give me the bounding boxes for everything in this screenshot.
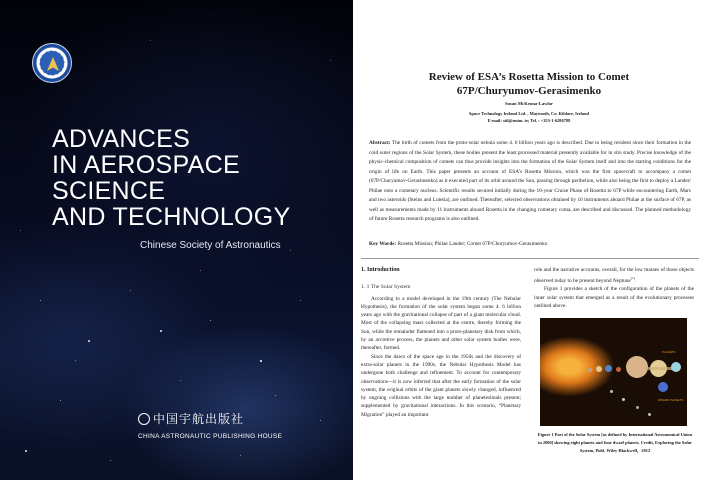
publisher-name: CHINA ASTRONAUTIC PUBLISHING HOUSE — [138, 433, 283, 440]
body-column-left — [361, 266, 521, 419]
paper-page — [353, 0, 705, 480]
body-paragraph-text: role and the narrative accounts, overall, for the low masses of those objects observed today to be present beyond Neptune — [534, 267, 694, 285]
abstract-text: The birth of comets from the proto-solar nebula some 4. 6 billion years ago is described. Due to being resident since their formation in the cold outer regions of the Solar System, these bodies present the least processed material presently available for in situ study. Precise knowledge of the physic-chemical composition of comets can thus provide insights into the formation of the Solar System itself and into the starting conditions for the origin of life on Earth. This paper presents an account of ESA’s Rosetta Mission, which was the first spacecraft to accompany a comet (67P/Churyumov-Gerasimenko) as it executed part of its orbit around the Sun, passing through perihelion, while also being the first to deploy a Lander/ Philae onto a cometary nucleus. Scientific results secured initially during the 10-year Cruise Phase of Rosetta to 67P while encountering Earth, Mars and two asteroids (Steins and Lutetia), are outlined. Thereafter, selected observations obtained by 10 instruments aboard Philae at the surface of 67P, as well as measurements made by 11 instruments aboard Rosetta in the changing cometary coma, are described and discussed. The planned methodology of future Rosetta research programs is also outlined. — [369, 140, 691, 222]
publisher-logo — [138, 410, 258, 424]
paper-affiliation: Space Technology Ireland Ltd. , Maynooth, Co. Kildare, Ireland — [469, 111, 589, 116]
solar-system-figure — [540, 318, 687, 426]
paper-title-line: 67P/Churyumov-Gerasimenko — [456, 85, 602, 97]
figure-caption: Figure 1 Part of the Solar System [as defined by International Astronomical Union in 2006] showing eight planets and four dwarf planets. Credit, Exploring the Solar System, Publ. Wiley-Blackwell，2012 — [537, 432, 693, 453]
body-paragraph: According to a model developed in the 19th century (The Nebular Hypothesis), the formation of the solar system began some 4. 6 billion years ago with the gravitational collapse of part of a giant molecular cloud. Most of the collapsing mass collected at the centre, thereby forming the Sun, while the remainder flattened into a proto-planetary disk from which, by an accretive process, the planets and other solar system bodies were, thereafter, formed. — [361, 295, 521, 352]
citation-ref: [1] — [630, 276, 635, 281]
body-paragraph: role and the narrative accounts, overall, for the low masses of those objects observed today to be present beyond Neptune[1]. — [534, 267, 694, 285]
cover-title-line: SCIENCE — [52, 177, 166, 205]
section-heading: 1. Introduction — [361, 267, 400, 273]
paper-author: Susan McKenna-Lawlor — [504, 101, 554, 106]
society-emblem-icon — [32, 43, 72, 83]
cover-title-line: AND TECHNOLOGY — [52, 203, 291, 231]
subsection-heading: 1. 1 The Solar System — [361, 284, 411, 291]
paper-contact: E-mail: stil@nuim. ie; Tel. : +353-1-6286788 — [487, 118, 571, 123]
paper-title-line: Review of ESA’s Rosetta Mission to Comet — [428, 71, 630, 83]
figure-label-planets: PLANETS — [662, 350, 676, 354]
publisher-logo-text: 中国宇航出版社 — [153, 412, 245, 426]
keywords — [369, 240, 691, 248]
abstract-label: Abstract: — [369, 140, 391, 146]
publisher-mark-icon — [138, 413, 150, 425]
keywords-text: Rosetta Mission; Philae Lander; Comet 67P/Churyumov-Gerasimenko — [397, 241, 548, 247]
paper-title — [353, 70, 705, 98]
body-paragraph: Since the dawn of the space age in the 1950s and the discovery of extra-solar planets in the 1990s, the Nebular Hypothesis Model has undergone both challenge and refinement. To account for contemporary observations—it is now inferred that after the early formation of the solar system, the original orbits of the giant planets slowly changed, influenced by ongoing collisions with the large number of planetesimals present; supplemented by gravitational interactions. In this scenario, “Planetary Migration” played an important — [361, 353, 521, 418]
abstract — [369, 139, 691, 225]
keywords-label: Key Words: — [369, 241, 397, 247]
section-divider — [361, 258, 699, 259]
society-name: Chinese Society of Astronautics — [140, 240, 281, 251]
cover-title-line: IN AEROSPACE — [52, 151, 240, 179]
cover-title — [52, 126, 342, 230]
body-column-right — [534, 266, 694, 310]
cover-title-line: ADVANCES — [52, 125, 191, 153]
body-paragraph: Figure 1 provides a sketch of the configuration of the planets of the inner solar system that emerged as a result of the evolutionary processes outlined above. — [534, 286, 694, 309]
figure-label-dwarf: DWARF PLANETS — [658, 398, 684, 402]
